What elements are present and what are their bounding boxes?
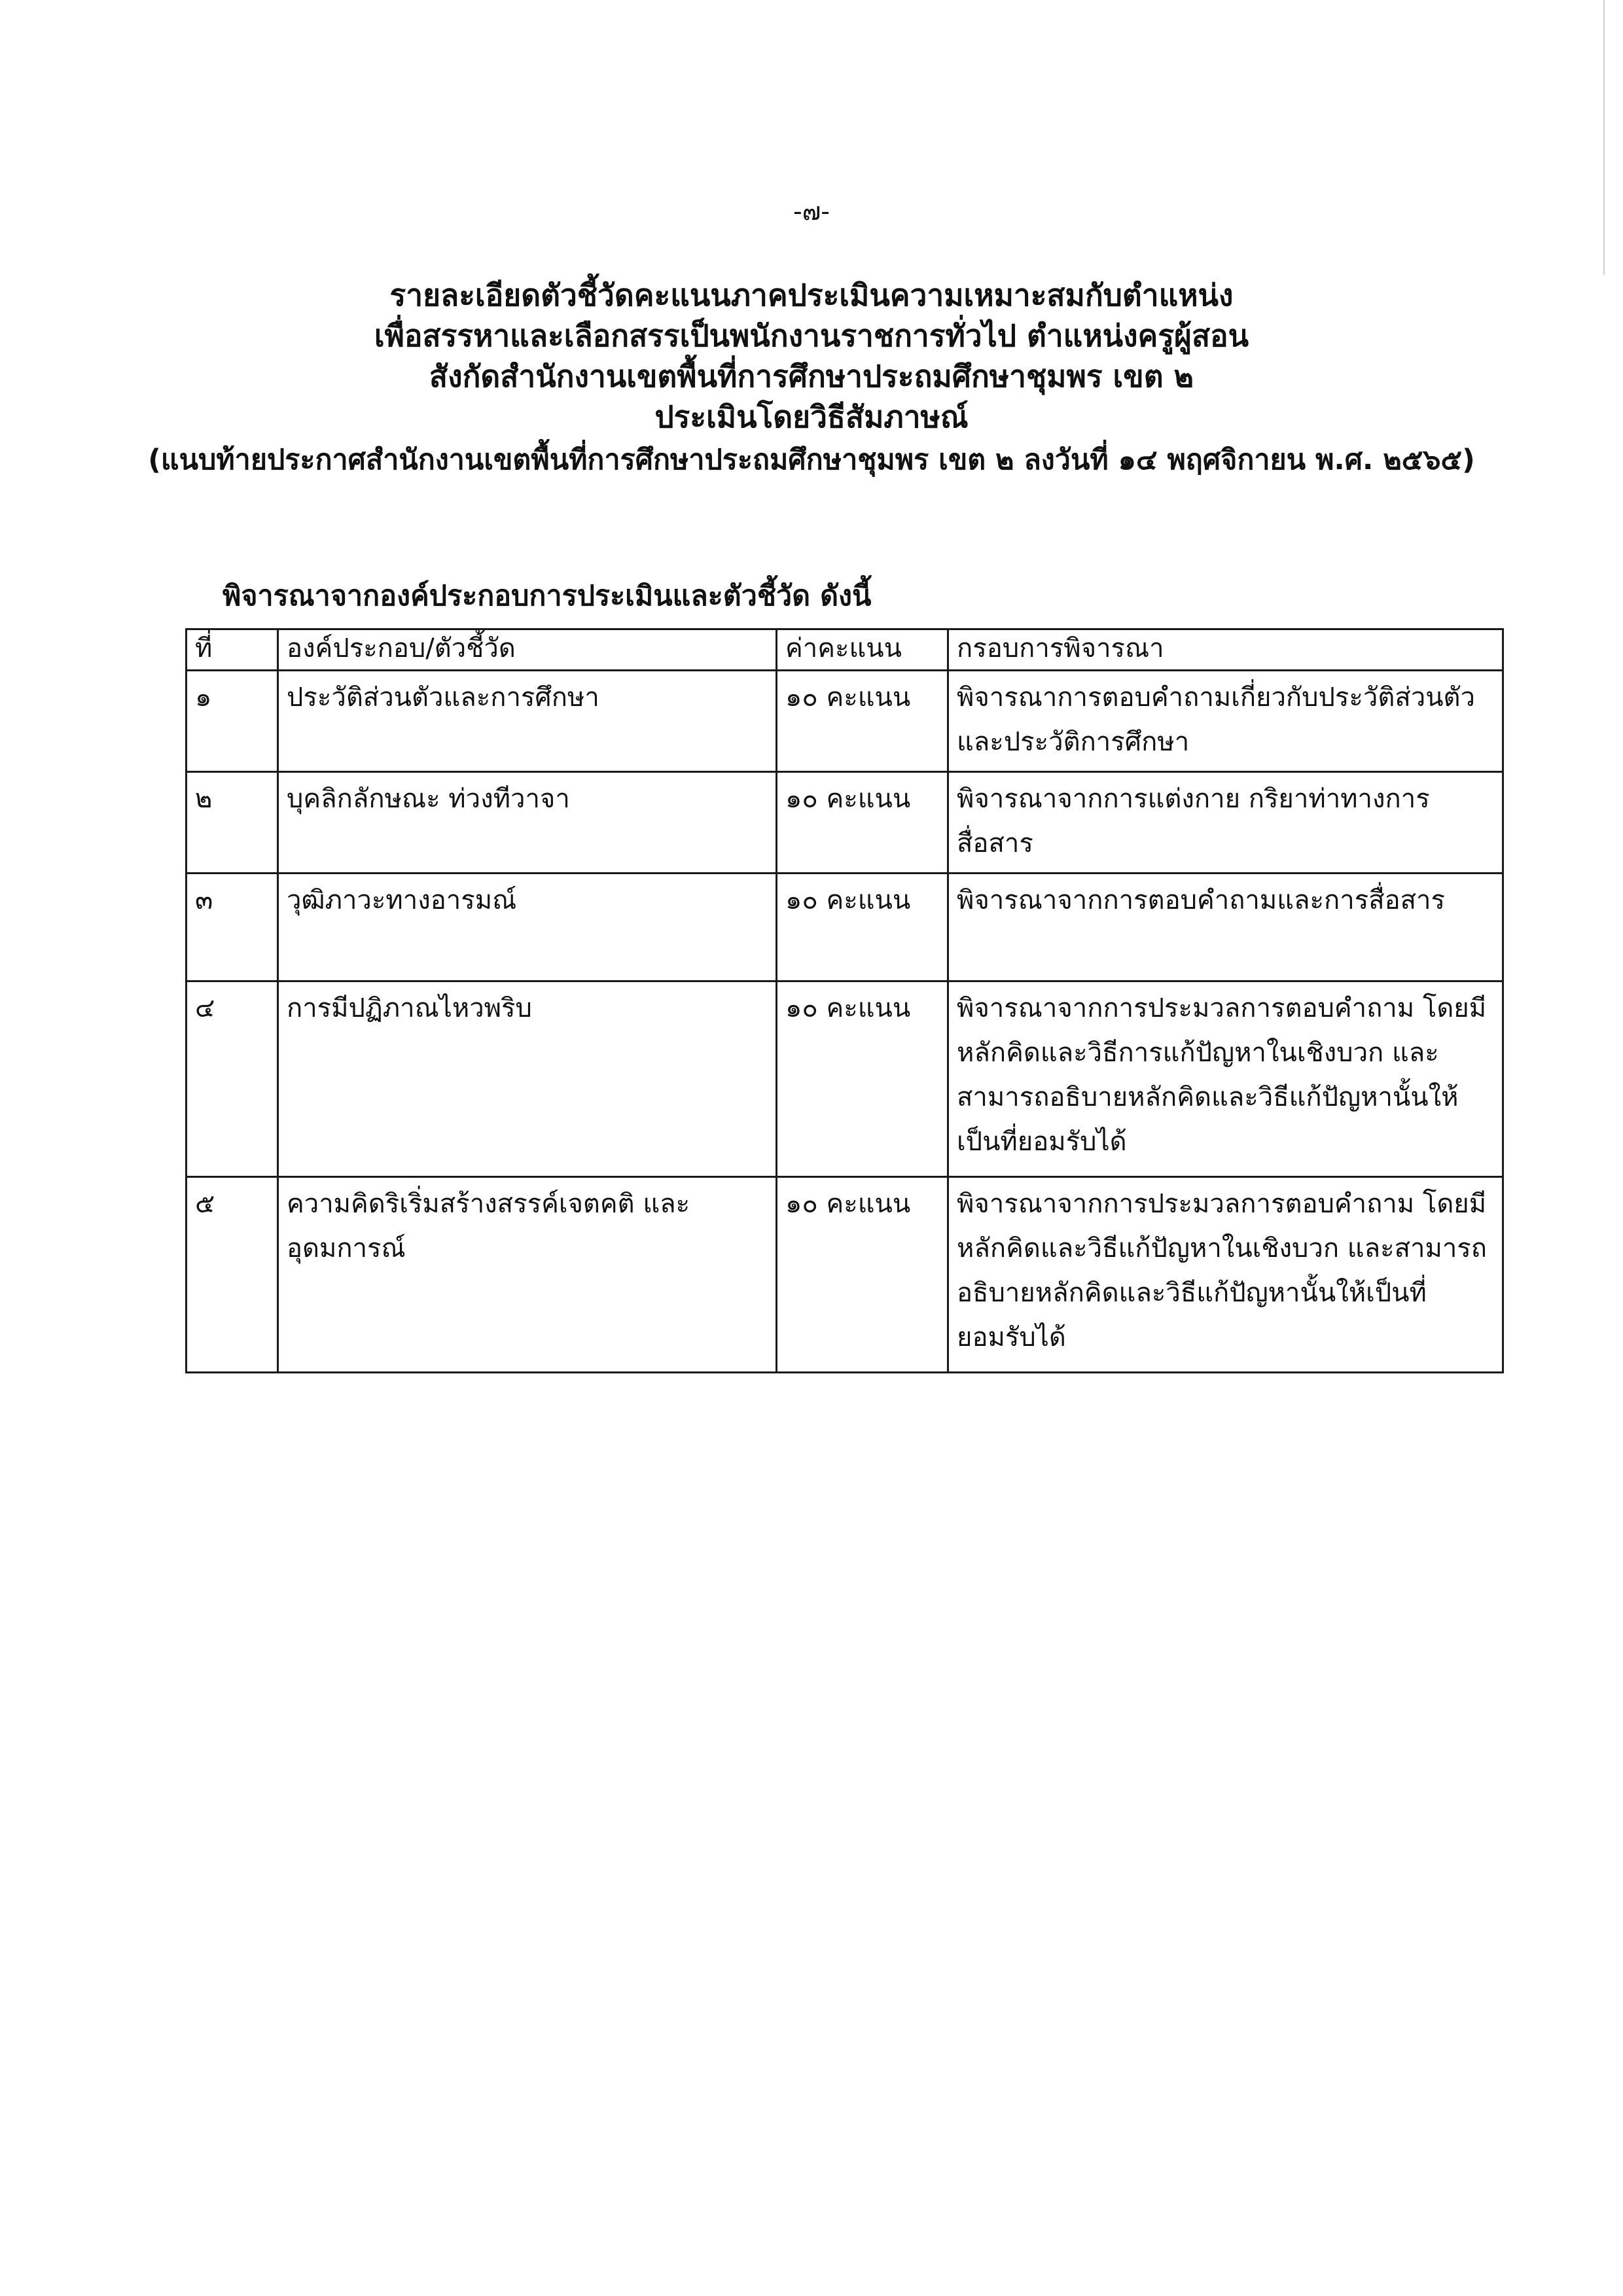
table-header-row (187, 629, 1503, 671)
table-row (187, 772, 1503, 874)
header-component: องค์ประกอบ/ตัวชี้วัด (278, 629, 777, 671)
heading-line-4: ประเมินโดยวิธีสัมภาษณ์ (654, 399, 969, 434)
row-no: ๒ (187, 772, 278, 874)
row-frame: พิจารณาการตอบคำถามเกี่ยวกับประวัติส่วนตัวและประวัติการศึกษา (948, 671, 1503, 772)
table-row (187, 874, 1503, 981)
row-no: ๓ (187, 874, 278, 981)
document-heading (0, 275, 1623, 480)
heading-line-2: เพื่อสรรหาและเลือกสรรเป็นพนักงานราชการทั่วไป ตำแหน่งครูผู้สอน (374, 318, 1249, 353)
heading-line-1: รายละเอียดตัวชี้วัดคะแนนภาคประเมินความเหมาะสมกับตำแหน่ง (389, 277, 1234, 313)
row-no: ๕ (187, 1177, 278, 1373)
table-row (187, 981, 1503, 1177)
row-component: วุฒิภาวะทางอารมณ์ (278, 874, 777, 981)
row-score: ๑๐ คะแนน (777, 772, 948, 874)
table-row (187, 671, 1503, 772)
table-row (187, 1177, 1503, 1373)
row-component: บุคลิกลักษณะ ท่วงทีวาจา (278, 772, 777, 874)
row-component: ความคิดริเริ่มสร้างสรรค์เจตคติ และอุดมการณ์ (278, 1177, 777, 1373)
scan-margin-line (1603, 0, 1605, 275)
criteria-table (185, 628, 1504, 1373)
row-score: ๑๐ คะแนน (777, 874, 948, 981)
row-component: การมีปฏิภาณไหวพริบ (278, 981, 777, 1177)
heading-line-5: (แนบท้ายประกาศสำนักงานเขตพื้นที่การศึกษาประถมศึกษาชุมพร เขต ๒ ลงวันที่ ๑๔ พฤศจิกายน พ.ศ. ๒๕๖๕) (148, 444, 1475, 476)
row-score: ๑๐ คะแนน (777, 671, 948, 772)
row-frame: พิจารณาจากการประมวลการตอบคำถาม โดยมีหลักคิดและวิธีการแก้ปัญหาในเชิงบวก และสามารถอธิบายหลักคิดและวิธีแก้ปัญหานั้นให้เป็นที่ยอมรับได้ (948, 981, 1503, 1177)
intro-text: พิจารณาจากองค์ประกอบการประเมินและตัวชี้วัด ดังนี้ (223, 580, 872, 612)
row-frame: พิจารณาจากการตอบคำถามและการสื่อสาร (948, 874, 1503, 981)
row-score: ๑๐ คะแนน (777, 1177, 948, 1373)
row-no: ๑ (187, 671, 278, 772)
page-number: -๗- (793, 197, 830, 226)
row-frame: พิจารณาจากการแต่งกาย กริยาท่าทางการสื่อสาร (948, 772, 1503, 874)
row-score: ๑๐ คะแนน (777, 981, 948, 1177)
row-frame: พิจารณาจากการประมวลการตอบคำถาม โดยมีหลักคิดและวิธีแก้ปัญหาในเชิงบวก และสามารถอธิบายหลักคิดและวิธีแก้ปัญหานั้นให้เป็นที่ยอมรับได้ (948, 1177, 1503, 1373)
header-no: ที่ (187, 629, 278, 671)
header-frame: กรอบการพิจารณา (948, 629, 1503, 671)
row-component: ประวัติส่วนตัวและการศึกษา (278, 671, 777, 772)
row-no: ๔ (187, 981, 278, 1177)
heading-line-3: สังกัดสำนักงานเขตพื้นที่การศึกษาประถมศึกษาชุมพร เขต ๒ (429, 359, 1194, 394)
header-score: ค่าคะแนน (777, 629, 948, 671)
